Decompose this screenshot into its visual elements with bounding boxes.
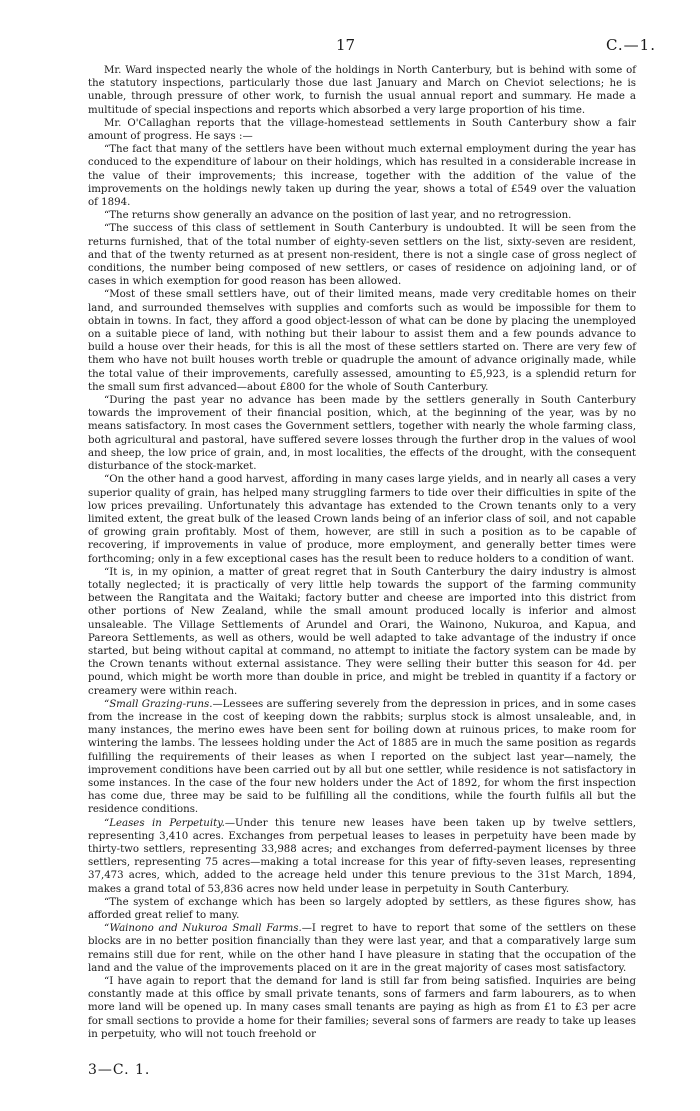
paragraph [88, 817, 636, 896]
paragraph-text: —Under this tenure new leases have been taken up by twelve settlers, representing 3,410 acres. Exchanges from perpetual leases to leases in perpetuity have been made by thirty-two settlers, representing 33,988 acres; and exchanges from deferred-payment licenses by three settlers, representing 75 acres—making a total increase for this year of fifty-seven leases, representing 37,473 acres, which, added to the acreage held under this tenure previous to the 31st March, 1894, makes a grand total of 53,836 acres now held under lease in perpetuity in South Canterbury. [88, 817, 637, 895]
paragraph: “The success of this class of settlement in South Canterbury is undoubted. It will be seen from the returns furnished, that of the total number of eighty-seven settlers on the list, sixty-seven are resident, and that of the twenty returned as at present non-resident, there is not a single case of gross neglect of conditions, the number being composed of new settlers, or cases of residence on adjoining land, or of cases in which exemption for good reason has been allowed. [88, 223, 636, 288]
paragraph-text: —Lessees are suffering severely from the depression in prices, and in some cases from the increase in the cost of keeping down the rabbits; surplus stock is almost unsaleable, and, in many instances, the merino ewes have been sent for boiling down at ruinous prices, to make room for wintering the lambs. The lessees holding under the Act of 1885 are in much the same position as regards fulfilling the requirements of their leases as when I reported on the subject last year—namely, the improvement conditions have been carried out by all but one settler, while residence is not satisfactory in some instances. In the case of the four new holders under the Act of 1892, for whom the first inspection has come due, three may be said to be fulfilling all the conditions, while the fourth fulfils all but the residence conditions. [88, 698, 637, 816]
page-number: 17 [336, 36, 356, 54]
section-heading: “Leases in Perpetuity. [104, 817, 225, 829]
paragraph: “The system of exchange which has been so largely adopted by settlers, as these figures show, has afforded great relief to many. [88, 896, 636, 921]
paragraph: Mr. Ward inspected nearly the whole of the holdings in North Canterbury, but is behind with some of the statutory inspections, particularly those due last January and March on Cheviot selections; he is unable, through pressure of other work, to furnish the usual annual report and summary. He made a multitude of special inspections and reports which absorbed a very large proportion of his time. [88, 65, 636, 116]
document-reference: C.—1. [605, 36, 656, 54]
signature-mark: 3—C. 1. [88, 1062, 151, 1078]
page-header [0, 36, 700, 56]
paragraph [88, 698, 636, 817]
body-text [88, 64, 636, 1041]
paragraph: “I have again to report that the demand for land is still far from being satisfied. Inquiries are being constantly made at this office by small private tenants, sons of farmers and farm labourers, as to when more land will be opened up. In many cases small tenants are paying as high as from £1 to £3 per acre for small sections to provide a home for their families; several sons of farmers are ready to take up leases in perpetuity, who will not touch freehold or [88, 976, 636, 1040]
section-heading: “Small Grazing-runs. [104, 698, 213, 710]
paragraph: “It is, in my opinion, a matter of great regret that in South Canterbury the dairy industry is almost totally neglected; it is practically of very little help towards the support of the farming community between the Rangitata and the Waitaki; factory butter and cheese are imported into this district from other portions of New Zealand, while the small amount produced locally is inferior and almost unsaleable. The Village Settlements of Arundel and Orari, the Wainono, Nukuroa, and Kapua, and Pareora Settlements, as well as others, would be well adapted to take advantage of the industry if once started, but being without capital at command, no attempt to initiate the factory system can be made by the Crown tenants without external assistance. They were selling their butter this season for 4d. per pound, which might be worth more than double in price, and might be trebled in quantity if a factory or creamery were within reach. [88, 566, 636, 697]
paragraph: “The returns show generally an advance on the position of last year, and no retrogression. [104, 210, 572, 222]
paragraph: “Most of these small settlers have, out of their limited means, made very creditable homes on their land, and surrounded themselves with supplies and comforts such as would be impossible for them to obtain in towns. In fact, they afford a good object-lesson of what can be done by placing the unemployed on a suitable piece of land, with nothing but their labour to assist them and a few pounds advance to build a house over their heads, for this is all the most of these settlers started on. There are very few of them who have not built houses worth treble or quadruple the amount of advance originally made, while the total value of their improvements, carefully assessed, amounting to £5,923, is a splendid return for the small sum first advanced—about £800 for the whole of South Canterbury. [88, 289, 636, 393]
section-heading: “Wainono and Nukuroa Small Farms. [104, 923, 302, 935]
paragraph: “During the past year no advance has been made by the settlers generally in South Canterbury towards the improvement of their financial position, which, at the beginning of the year, was by no means satisfactory. In most cases the Government settlers, together with nearly the whole farming class, both agricultural and pastoral, have suffered severe losses through the further drop in the values of wool and sheep, the low price of grain, and, in most localities, the effects of the drought, with the consequent disturbance of the stock-market. [88, 395, 636, 473]
paragraph: “The fact that many of the settlers have been without much external employment during the year has conduced to the expenditure of labour on their holdings, which has resulted in a considerable increase in the value of their improvements; this increase, together with the addition of the value of the improvements on the holdings newly taken up during the year, shows a total of £549 over the valuation of 1894. [88, 144, 636, 209]
paragraph: Mr. O'Callaghan reports that the village-homestead settlements in South Canterbury show a fair amount of progress. He says :— [88, 117, 636, 143]
paragraph-text: —I regret to have to report that some of the settlers on these blocks are in no better position financially than they were last year, and that a comparatively large sum remains still due for rent, while on the other hand I have pleasure in stating that the occupation of the land and the value of the improvements placed on it are in the great majority of cases most satisfactory. [88, 923, 636, 974]
paragraph [88, 922, 636, 975]
paragraph: “On the other hand a good harvest, affording in many cases large yields, and in nearly all cases a very superior quality of grain, has helped many struggling farmers to tide over their difficulties in spite of the low prices prevailing. Unfortunately this advantage has extended to the Crown tenants only to a very limited extent, the great bulk of the leased Crown lands being of an inferior class of soil, and not capable of growing grain profitably. Most of them, however, are still in such a position as to be capable of recovering, if improvements in value of produce, more employment, and generally better times were forthcoming; only in a few exceptional cases has the result been to reduce holders to a condition of want. [88, 474, 636, 565]
